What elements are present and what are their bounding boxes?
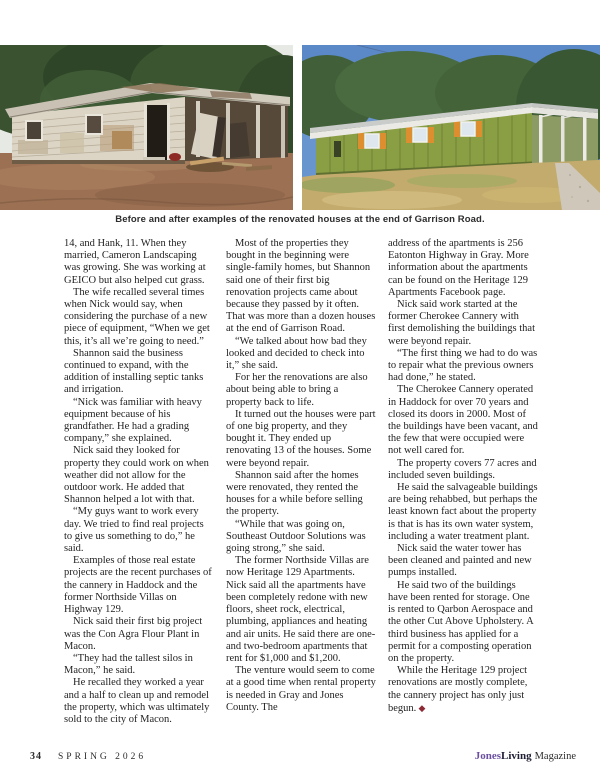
peeling-paint-patch	[18, 140, 48, 154]
plywood-patch	[112, 131, 132, 149]
article-column-1	[64, 238, 214, 726]
porch-post	[281, 106, 285, 158]
gas-can	[169, 153, 181, 161]
paragraph: The wife recalled several times when Nick would say, when considering the purchase of a new piece of equipment, “When we get this, it’s all we’re going to need.”	[64, 286, 210, 347]
after-renovation-photo	[302, 45, 600, 210]
paragraph: “While that was going on, Southeast Outdoor Solutions was going strong,” she said.	[226, 518, 366, 555]
porch-post	[226, 103, 230, 158]
page-footer	[30, 750, 576, 762]
paragraph: “We talked about how bad they looked and decided to check into it,” she said.	[226, 335, 367, 372]
window-with-shutters	[406, 127, 434, 143]
paragraph: “They had the tallest silos in Macon,” he said.	[64, 652, 193, 677]
foundation	[12, 160, 185, 164]
paragraph: He said the salvageable buildings are being rehabbed, but perhaps the least known fact about the property is that is has its own water system, including a water treatment plant.	[388, 482, 538, 542]
page-number: 34	[30, 751, 42, 762]
paragraph: 14, and Hank, 11. When they married, Cameron Landscaping was growing. She was working at GEICO but also helped cut grass.	[64, 238, 206, 286]
magazine-name-magazine: Magazine	[534, 751, 576, 762]
issue-label: SPRING 2026	[58, 752, 147, 762]
paragraph: Shannon said after the homes were renovated, they rented the houses for a while before selling the property.	[226, 469, 363, 518]
paragraph: He recalled they worked a year and a half to clean up and remodel the property, which was ultimately sold to the city of Macon.	[64, 677, 210, 725]
before-renovation-photo	[0, 45, 293, 210]
paragraph: The former Northside Villas are now Heritage 129 Apartments. Nick said all the apartments have been completely redone with new floors, sheet rock, electrical, plumbing, appliances and heating and air units. He said there are one- and two-bedroom apartments that rent for $1,000 and $1,200.	[226, 555, 376, 664]
paragraph: While the Heritage 129 project renovations are mostly complete, the cannery project has only just begun. ◆	[388, 665, 528, 714]
article-body	[64, 238, 538, 726]
window	[26, 121, 42, 140]
porch-post	[256, 105, 260, 158]
porch-post	[196, 101, 200, 157]
paragraph: “The first thing we had to do was to repair what the previous owners had done,” he stated.	[388, 347, 538, 384]
article-column-2	[226, 238, 376, 726]
paragraph: Nick said their first big project was the Con Agra Flour Plant in Macon.	[64, 616, 203, 652]
magazine-name-living: Living	[501, 750, 532, 762]
paragraph: It turned out the houses were part of one big property, and they bought it. They ended up renovating 13 of the houses. Some were beyond repair.	[226, 408, 376, 469]
paragraph: “Nick was familiar with heavy equipment because of his grandfather. He had a grading company,” she explained.	[64, 396, 202, 445]
magazine-name-jones: Jones	[474, 750, 502, 762]
paragraph: Examples of those real estate projects are the recent purchases of the cannery in Haddock and the former Northside Villas on Highway 129.	[64, 555, 212, 616]
window-with-shutters	[358, 133, 386, 149]
paragraph: address of the apartments is 256 Eatonton Highway in Gray. More information about the apartments can be found on the Heritage 129 Apartments Facebook page.	[388, 238, 529, 298]
paragraph: He said two of the buildings have been rented for storage. One is rented to Qarbon Aerospace and the other Cut Above Upholstery. A third business has applied for a permit for a composting operation on the property.	[388, 579, 534, 664]
window-with-shutters	[454, 121, 482, 137]
paragraph: Nick said the water tower has been cleaned and painted and new pumps installed.	[388, 543, 532, 579]
paragraph: Shannon said the business continued to expand, with the addition of installing septic tanks and irrigation.	[64, 347, 204, 396]
after-house-illustration	[302, 45, 600, 210]
paragraph: For her the renovations are also about being able to bring a property back to life.	[226, 372, 368, 408]
paragraph: Nick said they looked for property they could work on when weather did not allow for the outdoor work. He added that Shannon helped a lot with that.	[64, 445, 209, 506]
peeling-paint-patch	[60, 133, 84, 153]
window	[86, 115, 102, 134]
utility-meter	[334, 141, 341, 157]
porch	[185, 97, 288, 161]
paragraph: The Cherokee Cannery operated in Haddock for over 70 years and closed its doors in 2000. Most of the buildings have been vacant, and the few that were occupied were not well cared for.	[388, 384, 538, 457]
magazine-logo	[475, 750, 576, 762]
paragraph: Most of the properties they bought in the beginning were single-family homes, but Shannon said one of their first big renovation projects came about because they passed by it often. That was more than a dozen houses at the end of Garrison Road.	[226, 238, 376, 335]
carport-post	[561, 116, 565, 162]
paragraph: “My guys want to work every day. We tried to find real projects to give us something to do,” he said.	[64, 506, 204, 555]
article-column-3	[388, 238, 538, 726]
paragraph: The property covers 77 acres and included seven buildings.	[388, 457, 537, 481]
carport-post	[539, 115, 543, 163]
paragraph: The venture would seem to come at a good time when rental property is needed in Gray and Jones County. The	[226, 665, 376, 713]
open-doorway	[146, 105, 167, 161]
carport-post	[583, 117, 587, 162]
photo-caption: Before and after examples of the renovated houses at the end of Garrison Road.	[115, 214, 485, 225]
paragraph: Nick said work started at the former Cherokee Cannery with first demolishing the buildings that were beyond repair.	[388, 299, 535, 347]
folio	[30, 751, 146, 762]
end-mark-icon: ◆	[416, 702, 426, 713]
photo-strip	[0, 45, 600, 210]
before-house-illustration	[0, 45, 293, 210]
